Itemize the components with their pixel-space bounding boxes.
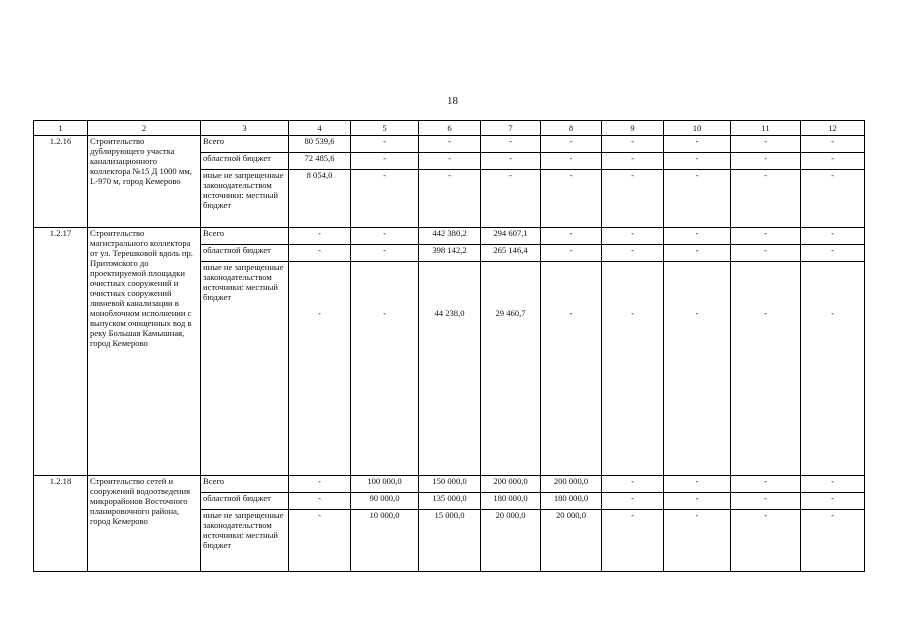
value-cell: 100 000,0	[351, 476, 419, 493]
value-cell: -	[602, 262, 664, 476]
value-cell: 72 485,6	[289, 153, 351, 170]
item-name: Строительство дублирующего участка канализационного коллектора №15 Д 1000 мм, L-970 м, город Кемерово	[88, 136, 201, 228]
value-cell: -	[664, 493, 731, 510]
value-cell: -	[289, 245, 351, 262]
item-code: 1.2.17	[34, 228, 88, 476]
value-cell: -	[289, 262, 351, 476]
value-cell: -	[602, 170, 664, 228]
value-cell: -	[419, 170, 481, 228]
column-number: 1	[34, 121, 88, 136]
funding-source: иные не запрещенные законодательством источники: местный бюджет	[201, 510, 289, 572]
funding-source: Всего	[201, 476, 289, 493]
value-cell: -	[481, 136, 541, 153]
value-cell: -	[481, 170, 541, 228]
column-number: 11	[731, 121, 801, 136]
column-number: 3	[201, 121, 289, 136]
value-cell: -	[602, 136, 664, 153]
value-cell: -	[541, 170, 602, 228]
funding-source: Всего	[201, 228, 289, 245]
value-cell: -	[731, 153, 801, 170]
funding-source: иные не запрещенные законодательством источники: местный бюджет	[201, 262, 289, 476]
value-cell: -	[481, 153, 541, 170]
value-cell: -	[731, 228, 801, 245]
value-cell: 135 000,0	[419, 493, 481, 510]
value-cell: 90 000,0	[351, 493, 419, 510]
column-number: 6	[419, 121, 481, 136]
value-cell: -	[801, 228, 865, 245]
value-cell: -	[289, 476, 351, 493]
value-cell: -	[664, 136, 731, 153]
value-cell: 294 607,1	[481, 228, 541, 245]
column-number: 8	[541, 121, 602, 136]
value-cell: 8 054,0	[289, 170, 351, 228]
value-cell: -	[351, 245, 419, 262]
value-cell: -	[664, 476, 731, 493]
item-code: 1.2.16	[34, 136, 88, 228]
value-cell: -	[731, 170, 801, 228]
value-cell: -	[351, 136, 419, 153]
value-cell: -	[541, 262, 602, 476]
item-code: 1.2.18	[34, 476, 88, 572]
column-number: 12	[801, 121, 865, 136]
value-cell: -	[351, 153, 419, 170]
value-cell: -	[602, 510, 664, 572]
item-name: Строительство магистрального коллектора от ул. Терешковой вдоль пр. Притомского до проектируемой площадки очистных сооружений и очистных сооружений ливневой канализации в моноблочном исполнении с выпуском очищенных вод в реку Большая Камышная, город Кемерово	[88, 228, 201, 476]
value-cell: 180 000,0	[481, 493, 541, 510]
value-cell: 20 000,0	[541, 510, 602, 572]
value-cell: -	[602, 493, 664, 510]
value-cell: 200 000,0	[541, 476, 602, 493]
value-cell: 398 142,2	[419, 245, 481, 262]
table-row	[34, 228, 865, 245]
value-cell: -	[801, 510, 865, 572]
table-row	[34, 136, 865, 153]
funding-source: областной бюджет	[201, 245, 289, 262]
value-cell: -	[602, 245, 664, 262]
value-cell: 80 539,6	[289, 136, 351, 153]
value-cell: -	[602, 228, 664, 245]
value-cell: -	[801, 262, 865, 476]
value-cell: -	[664, 170, 731, 228]
value-cell: -	[731, 262, 801, 476]
value-cell: -	[731, 510, 801, 572]
value-cell: 29 460,7	[481, 262, 541, 476]
page-number: 18	[447, 95, 458, 107]
value-cell: -	[541, 136, 602, 153]
value-cell: 15 000,0	[419, 510, 481, 572]
value-cell: 180 000,0	[541, 493, 602, 510]
value-cell: -	[801, 476, 865, 493]
column-number: 5	[351, 121, 419, 136]
value-cell: -	[731, 476, 801, 493]
value-cell: -	[664, 262, 731, 476]
budget-table	[33, 120, 865, 572]
column-number-row	[34, 121, 865, 136]
value-cell: -	[419, 153, 481, 170]
value-cell: -	[664, 153, 731, 170]
value-cell: 200 000,0	[481, 476, 541, 493]
value-cell: -	[351, 262, 419, 476]
value-cell: 265 146,4	[481, 245, 541, 262]
value-cell: -	[731, 136, 801, 153]
value-cell: -	[801, 136, 865, 153]
value-cell: -	[602, 153, 664, 170]
value-cell: -	[664, 245, 731, 262]
value-cell: -	[731, 493, 801, 510]
value-cell: 20 000,0	[481, 510, 541, 572]
value-cell: -	[602, 476, 664, 493]
funding-source: иные не запрещенные законодательством источники: местный бюджет	[201, 170, 289, 228]
value-cell: -	[289, 510, 351, 572]
funding-source: Всего	[201, 136, 289, 153]
value-cell: -	[801, 245, 865, 262]
value-cell: -	[664, 228, 731, 245]
item-name: Строительство сетей и сооружений водоотведения микрорайонов Восточного планировочного района, город Кемерово	[88, 476, 201, 572]
value-cell: 150 000,0	[419, 476, 481, 493]
column-number: 10	[664, 121, 731, 136]
value-cell: -	[351, 170, 419, 228]
value-cell: -	[801, 493, 865, 510]
value-cell: -	[801, 170, 865, 228]
column-number: 2	[88, 121, 201, 136]
value-cell: -	[419, 136, 481, 153]
value-cell: 442 380,2	[419, 228, 481, 245]
value-cell: -	[664, 510, 731, 572]
value-cell: -	[731, 245, 801, 262]
funding-source: областной бюджет	[201, 493, 289, 510]
value-cell: -	[289, 228, 351, 245]
value-cell: -	[541, 228, 602, 245]
value-cell: 44 238,0	[419, 262, 481, 476]
column-number: 9	[602, 121, 664, 136]
column-number: 7	[481, 121, 541, 136]
table-row	[34, 476, 865, 493]
value-cell: -	[541, 245, 602, 262]
column-number: 4	[289, 121, 351, 136]
value-cell: 10 000,0	[351, 510, 419, 572]
value-cell: -	[801, 153, 865, 170]
value-cell: -	[541, 153, 602, 170]
value-cell: -	[351, 228, 419, 245]
value-cell: -	[289, 493, 351, 510]
funding-source: областной бюджет	[201, 153, 289, 170]
